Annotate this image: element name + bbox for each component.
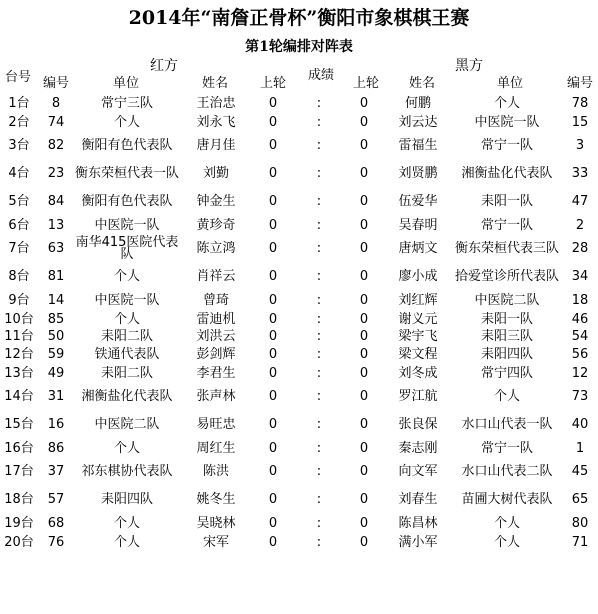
- red-name-cell: 刘洪云: [196, 329, 236, 344]
- table-row: [0, 291, 598, 310]
- score-separator: :: [316, 138, 322, 153]
- red-prev-cell: 0: [268, 95, 278, 111]
- black-unit-cell: 拾爱堂诊所代表队: [454, 269, 559, 284]
- red-name-cell: 黄珍奇: [196, 217, 236, 233]
- black-no-cell: 28: [571, 241, 589, 256]
- black-prev-cell: 0: [359, 346, 369, 362]
- score-separator: :: [316, 515, 322, 531]
- score-separator: :: [316, 389, 322, 404]
- score-separator: :: [316, 114, 322, 130]
- red-prev-cell: 0: [268, 440, 278, 456]
- black-name-cell: 刘冬成: [398, 365, 438, 381]
- red-no-cell: 82: [47, 138, 65, 153]
- red-unit-cell: 耒阳二队: [100, 365, 153, 381]
- black-no-cell: 15: [571, 114, 589, 130]
- table-no-cell: 17台: [4, 464, 34, 479]
- red-side-label: 红方: [150, 58, 178, 74]
- red-no-cell: 8: [51, 95, 61, 111]
- black-prev-cell: 0: [359, 492, 369, 507]
- red-name-cell: 刘勤: [202, 166, 229, 181]
- score-separator: :: [316, 241, 322, 256]
- red-no-cell: 50: [47, 329, 65, 344]
- score-separator: :: [316, 329, 322, 344]
- red-no-cell: 59: [47, 346, 65, 362]
- header-black-name: 姓名: [408, 76, 435, 91]
- score-separator: :: [316, 217, 322, 233]
- black-prev-cell: 0: [359, 292, 369, 308]
- table-no-cell: 14台: [4, 389, 34, 404]
- black-name-cell: 刘贤鹏: [398, 166, 438, 181]
- black-prev-cell: 0: [359, 138, 369, 153]
- red-unit-cell: 中医院一队: [94, 217, 160, 233]
- red-prev-cell: 0: [268, 346, 278, 362]
- red-unit-cell: 中医院一队: [94, 292, 160, 308]
- red-no-cell: 74: [47, 114, 65, 130]
- pairing-table: [0, 94, 598, 552]
- score-separator: :: [316, 417, 322, 432]
- black-no-cell: 2: [575, 217, 585, 233]
- table-row: [0, 364, 598, 383]
- black-name-cell: 秦志刚: [398, 440, 438, 456]
- black-unit-cell: 水口山代表二队: [461, 464, 553, 479]
- red-prev-cell: 0: [268, 166, 278, 181]
- red-no-cell: 16: [47, 417, 65, 432]
- red-name-cell: 张声林: [196, 389, 236, 404]
- red-unit-cell: 个人: [113, 515, 140, 531]
- table-no-cell: 13台: [4, 365, 34, 381]
- table-row: [0, 439, 598, 458]
- black-prev-cell: 0: [359, 329, 369, 344]
- score-separator: :: [316, 440, 322, 456]
- red-name-cell: 李君生: [196, 365, 236, 381]
- red-prev-cell: 0: [268, 269, 278, 284]
- table-row: [0, 329, 598, 345]
- red-prev-cell: 0: [268, 464, 278, 479]
- red-no-cell: 37: [47, 464, 65, 479]
- table-no-cell: 11台: [4, 329, 34, 344]
- red-name-cell: 肖祥云: [196, 269, 236, 284]
- black-side-label: 黑方: [455, 58, 483, 74]
- black-prev-cell: 0: [359, 440, 369, 456]
- red-no-cell: 14: [47, 292, 65, 308]
- table-no-cell: 6台: [8, 217, 30, 233]
- black-prev-cell: 0: [359, 241, 369, 256]
- black-name-cell: 陈昌林: [398, 515, 438, 531]
- black-name-cell: 梁宇飞: [398, 329, 438, 344]
- table-no-cell: 1台: [8, 95, 30, 111]
- black-prev-cell: 0: [359, 464, 369, 479]
- table-no-cell: 20台: [4, 534, 34, 550]
- table-row: [0, 383, 598, 411]
- black-no-cell: 56: [571, 346, 589, 362]
- header-table-no: 台号: [4, 70, 31, 85]
- red-unit-cell: 个人: [113, 534, 140, 550]
- red-name-cell: 陈洪: [202, 464, 229, 479]
- black-no-cell: 1: [575, 440, 585, 456]
- header-score: 成绩: [307, 68, 334, 83]
- score-separator: :: [316, 95, 322, 111]
- red-name-cell: 吴晓林: [196, 515, 236, 531]
- red-prev-cell: 0: [268, 389, 278, 404]
- red-unit-cell: 个人: [113, 114, 140, 130]
- red-no-cell: 57: [47, 492, 65, 507]
- round-subtitle: 第1轮编排对阵表: [245, 39, 353, 55]
- red-name-cell: 陈立鸿: [196, 241, 236, 256]
- red-no-cell: 23: [47, 166, 65, 181]
- black-prev-cell: 0: [359, 95, 369, 111]
- table-no-cell: 2台: [8, 114, 30, 130]
- black-name-cell: 伍爱华: [398, 194, 438, 209]
- black-prev-cell: 0: [359, 166, 369, 181]
- black-no-cell: 73: [571, 389, 589, 404]
- table-row: [0, 188, 598, 216]
- header-red-prev: 上轮: [259, 76, 286, 91]
- header-black-unit: 单位: [496, 76, 523, 91]
- score-separator: :: [316, 194, 322, 209]
- black-no-cell: 18: [571, 292, 589, 308]
- red-prev-cell: 0: [268, 417, 278, 432]
- red-prev-cell: 0: [268, 138, 278, 153]
- table-no-cell: 5台: [8, 194, 30, 209]
- red-unit-cell: 个人: [113, 311, 140, 327]
- black-no-cell: 71: [571, 534, 589, 550]
- black-no-cell: 12: [571, 365, 589, 381]
- table-no-cell: 10台: [4, 311, 34, 327]
- black-no-cell: 65: [571, 492, 589, 507]
- red-prev-cell: 0: [268, 534, 278, 550]
- black-unit-cell: 个人: [493, 389, 520, 404]
- red-name-cell: 宋军: [202, 534, 229, 550]
- table-no-cell: 8台: [8, 269, 30, 284]
- black-unit-cell: 水口山代表一队: [461, 417, 553, 432]
- red-prev-cell: 0: [268, 114, 278, 130]
- red-name-cell: 曾琦: [202, 292, 229, 308]
- red-unit-cell: 湘衡盐化代表队: [81, 389, 173, 404]
- black-unit-cell: 常宁四队: [480, 365, 533, 381]
- black-no-cell: 54: [571, 329, 589, 344]
- black-unit-cell: 耒阳一队: [480, 311, 533, 327]
- header-red-name: 姓名: [201, 76, 228, 91]
- black-unit-cell: 耒阳一队: [480, 194, 533, 209]
- table-no-cell: 15台: [4, 417, 34, 432]
- black-no-cell: 40: [571, 417, 589, 432]
- black-prev-cell: 0: [359, 217, 369, 233]
- red-name-cell: 王治忠: [196, 95, 236, 111]
- black-name-cell: 廖小成: [398, 269, 438, 284]
- black-name-cell: 向文军: [398, 464, 438, 479]
- table-row: [0, 486, 598, 514]
- red-name-cell: 钟金生: [196, 194, 236, 209]
- table-row: [0, 216, 598, 235]
- table-no-cell: 3台: [8, 138, 30, 153]
- black-unit-cell: 耒阳四队: [480, 346, 533, 362]
- red-unit-cell: 铁通代表队: [94, 346, 160, 362]
- score-separator: :: [316, 311, 322, 327]
- red-no-cell: 85: [47, 311, 65, 327]
- black-prev-cell: 0: [359, 417, 369, 432]
- red-no-cell: 76: [47, 534, 65, 550]
- black-prev-cell: 0: [359, 534, 369, 550]
- black-prev-cell: 0: [359, 114, 369, 130]
- black-no-cell: 33: [571, 166, 589, 181]
- black-name-cell: 唐炳文: [398, 241, 438, 256]
- red-unit-cell: 常宁三队: [100, 95, 153, 111]
- red-unit-cell: 衡东荣桓代表一队: [74, 166, 179, 181]
- red-no-cell: 49: [47, 365, 65, 381]
- red-name-cell: 唐月佳: [196, 138, 236, 153]
- black-prev-cell: 0: [359, 389, 369, 404]
- black-unit-cell: 苗圃大树代表队: [461, 492, 553, 507]
- table-row: [0, 263, 598, 291]
- black-name-cell: 吴春明: [398, 217, 438, 233]
- table-no-cell: 18台: [4, 492, 34, 507]
- red-prev-cell: 0: [268, 292, 278, 308]
- red-no-cell: 86: [47, 440, 65, 456]
- red-prev-cell: 0: [268, 241, 278, 256]
- black-no-cell: 80: [571, 515, 589, 531]
- black-unit-cell: 常宁一队: [480, 217, 533, 233]
- table-no-cell: 7台: [8, 241, 30, 256]
- table-no-cell: 12台: [4, 346, 34, 362]
- black-unit-cell: 耒阳三队: [480, 329, 533, 344]
- score-separator: :: [316, 269, 322, 284]
- red-unit-cell: 个人: [113, 440, 140, 456]
- black-unit-cell: 个人: [493, 515, 520, 531]
- black-unit-cell: 衡东荣桓代表三队: [454, 241, 559, 256]
- red-no-cell: 84: [47, 194, 65, 209]
- black-name-cell: 梁文程: [398, 346, 438, 362]
- table-no-cell: 19台: [4, 515, 34, 531]
- header-black-no: 编号: [566, 76, 593, 91]
- black-no-cell: 45: [571, 464, 589, 479]
- red-unit-cell: 耒阳二队: [100, 329, 153, 344]
- header-red-unit: 单位: [112, 76, 139, 91]
- red-unit-cell: 南华415医院代表队: [75, 235, 179, 262]
- score-separator: :: [316, 346, 322, 362]
- black-prev-cell: 0: [359, 515, 369, 531]
- black-prev-cell: 0: [359, 194, 369, 209]
- black-no-cell: 47: [571, 194, 589, 209]
- table-row: [0, 113, 598, 132]
- red-no-cell: 81: [47, 269, 65, 284]
- red-no-cell: 68: [47, 515, 65, 531]
- table-row: [0, 345, 598, 364]
- black-no-cell: 46: [571, 311, 589, 327]
- table-row: [0, 235, 598, 263]
- red-unit-cell: 衡阳有色代表队: [81, 138, 173, 153]
- red-name-cell: 雷迪机: [196, 311, 236, 327]
- red-no-cell: 31: [47, 389, 65, 404]
- black-unit-cell: 常宁一队: [480, 138, 533, 153]
- black-no-cell: 78: [571, 95, 589, 111]
- red-unit-cell: 中医院二队: [94, 417, 160, 432]
- header-red-no: 编号: [42, 76, 69, 91]
- black-prev-cell: 0: [359, 311, 369, 327]
- red-prev-cell: 0: [268, 515, 278, 531]
- black-name-cell: 雷福生: [398, 138, 438, 153]
- black-unit-cell: 中医院一队: [474, 114, 540, 130]
- black-name-cell: 谢义元: [398, 311, 438, 327]
- black-unit-cell: 常宁一队: [480, 440, 533, 456]
- black-name-cell: 罗江航: [398, 389, 438, 404]
- red-unit-cell: 衡阳有色代表队: [81, 194, 173, 209]
- red-name-cell: 彭剑辉: [196, 346, 236, 362]
- red-prev-cell: 0: [268, 311, 278, 327]
- black-prev-cell: 0: [359, 365, 369, 381]
- black-prev-cell: 0: [359, 269, 369, 284]
- black-name-cell: 刘红辉: [398, 292, 438, 308]
- red-unit-cell: 祁东棋协代表队: [81, 464, 173, 479]
- red-unit-cell: 个人: [113, 269, 140, 284]
- score-separator: :: [316, 292, 322, 308]
- black-unit-cell: 个人: [493, 534, 520, 550]
- table-no-cell: 16台: [4, 440, 34, 456]
- red-prev-cell: 0: [268, 217, 278, 233]
- red-no-cell: 13: [47, 217, 65, 233]
- black-name-cell: 刘春生: [398, 492, 438, 507]
- red-name-cell: 易旺忠: [196, 417, 236, 432]
- table-row: [0, 94, 598, 113]
- pairing-rows: [0, 94, 598, 552]
- score-separator: :: [316, 166, 322, 181]
- red-no-cell: 63: [47, 241, 65, 256]
- score-separator: :: [316, 492, 322, 507]
- black-name-cell: 刘云达: [398, 114, 438, 130]
- table-row: [0, 310, 598, 329]
- score-separator: :: [316, 534, 322, 550]
- page-title: 2014年“南詹正骨杯”衡阳市象棋棋王赛: [128, 7, 470, 29]
- black-no-cell: 3: [575, 138, 585, 153]
- red-prev-cell: 0: [268, 365, 278, 381]
- red-unit-cell: 耒阳四队: [100, 492, 153, 507]
- black-unit-cell: 中医院二队: [474, 292, 540, 308]
- table-row: [0, 533, 598, 552]
- black-unit-cell: 湘衡盐化代表队: [461, 166, 553, 181]
- black-name-cell: 何鹏: [404, 95, 431, 111]
- header-black-prev: 上轮: [352, 76, 379, 91]
- table-row: [0, 132, 598, 160]
- red-name-cell: 刘永飞: [196, 114, 236, 130]
- table-no-cell: 4台: [8, 166, 30, 181]
- score-separator: :: [316, 365, 322, 381]
- score-separator: :: [316, 464, 322, 479]
- black-name-cell: 张良保: [398, 417, 438, 432]
- table-row: [0, 514, 598, 533]
- table-row: [0, 411, 598, 439]
- red-prev-cell: 0: [268, 492, 278, 507]
- table-row: [0, 458, 598, 486]
- red-prev-cell: 0: [268, 329, 278, 344]
- table-no-cell: 9台: [8, 292, 30, 308]
- black-no-cell: 34: [571, 269, 589, 284]
- red-name-cell: 周红生: [196, 440, 236, 456]
- red-name-cell: 姚冬生: [196, 492, 236, 507]
- black-name-cell: 满小军: [398, 534, 438, 550]
- black-unit-cell: 个人: [493, 95, 520, 111]
- red-prev-cell: 0: [268, 194, 278, 209]
- table-row: [0, 160, 598, 188]
